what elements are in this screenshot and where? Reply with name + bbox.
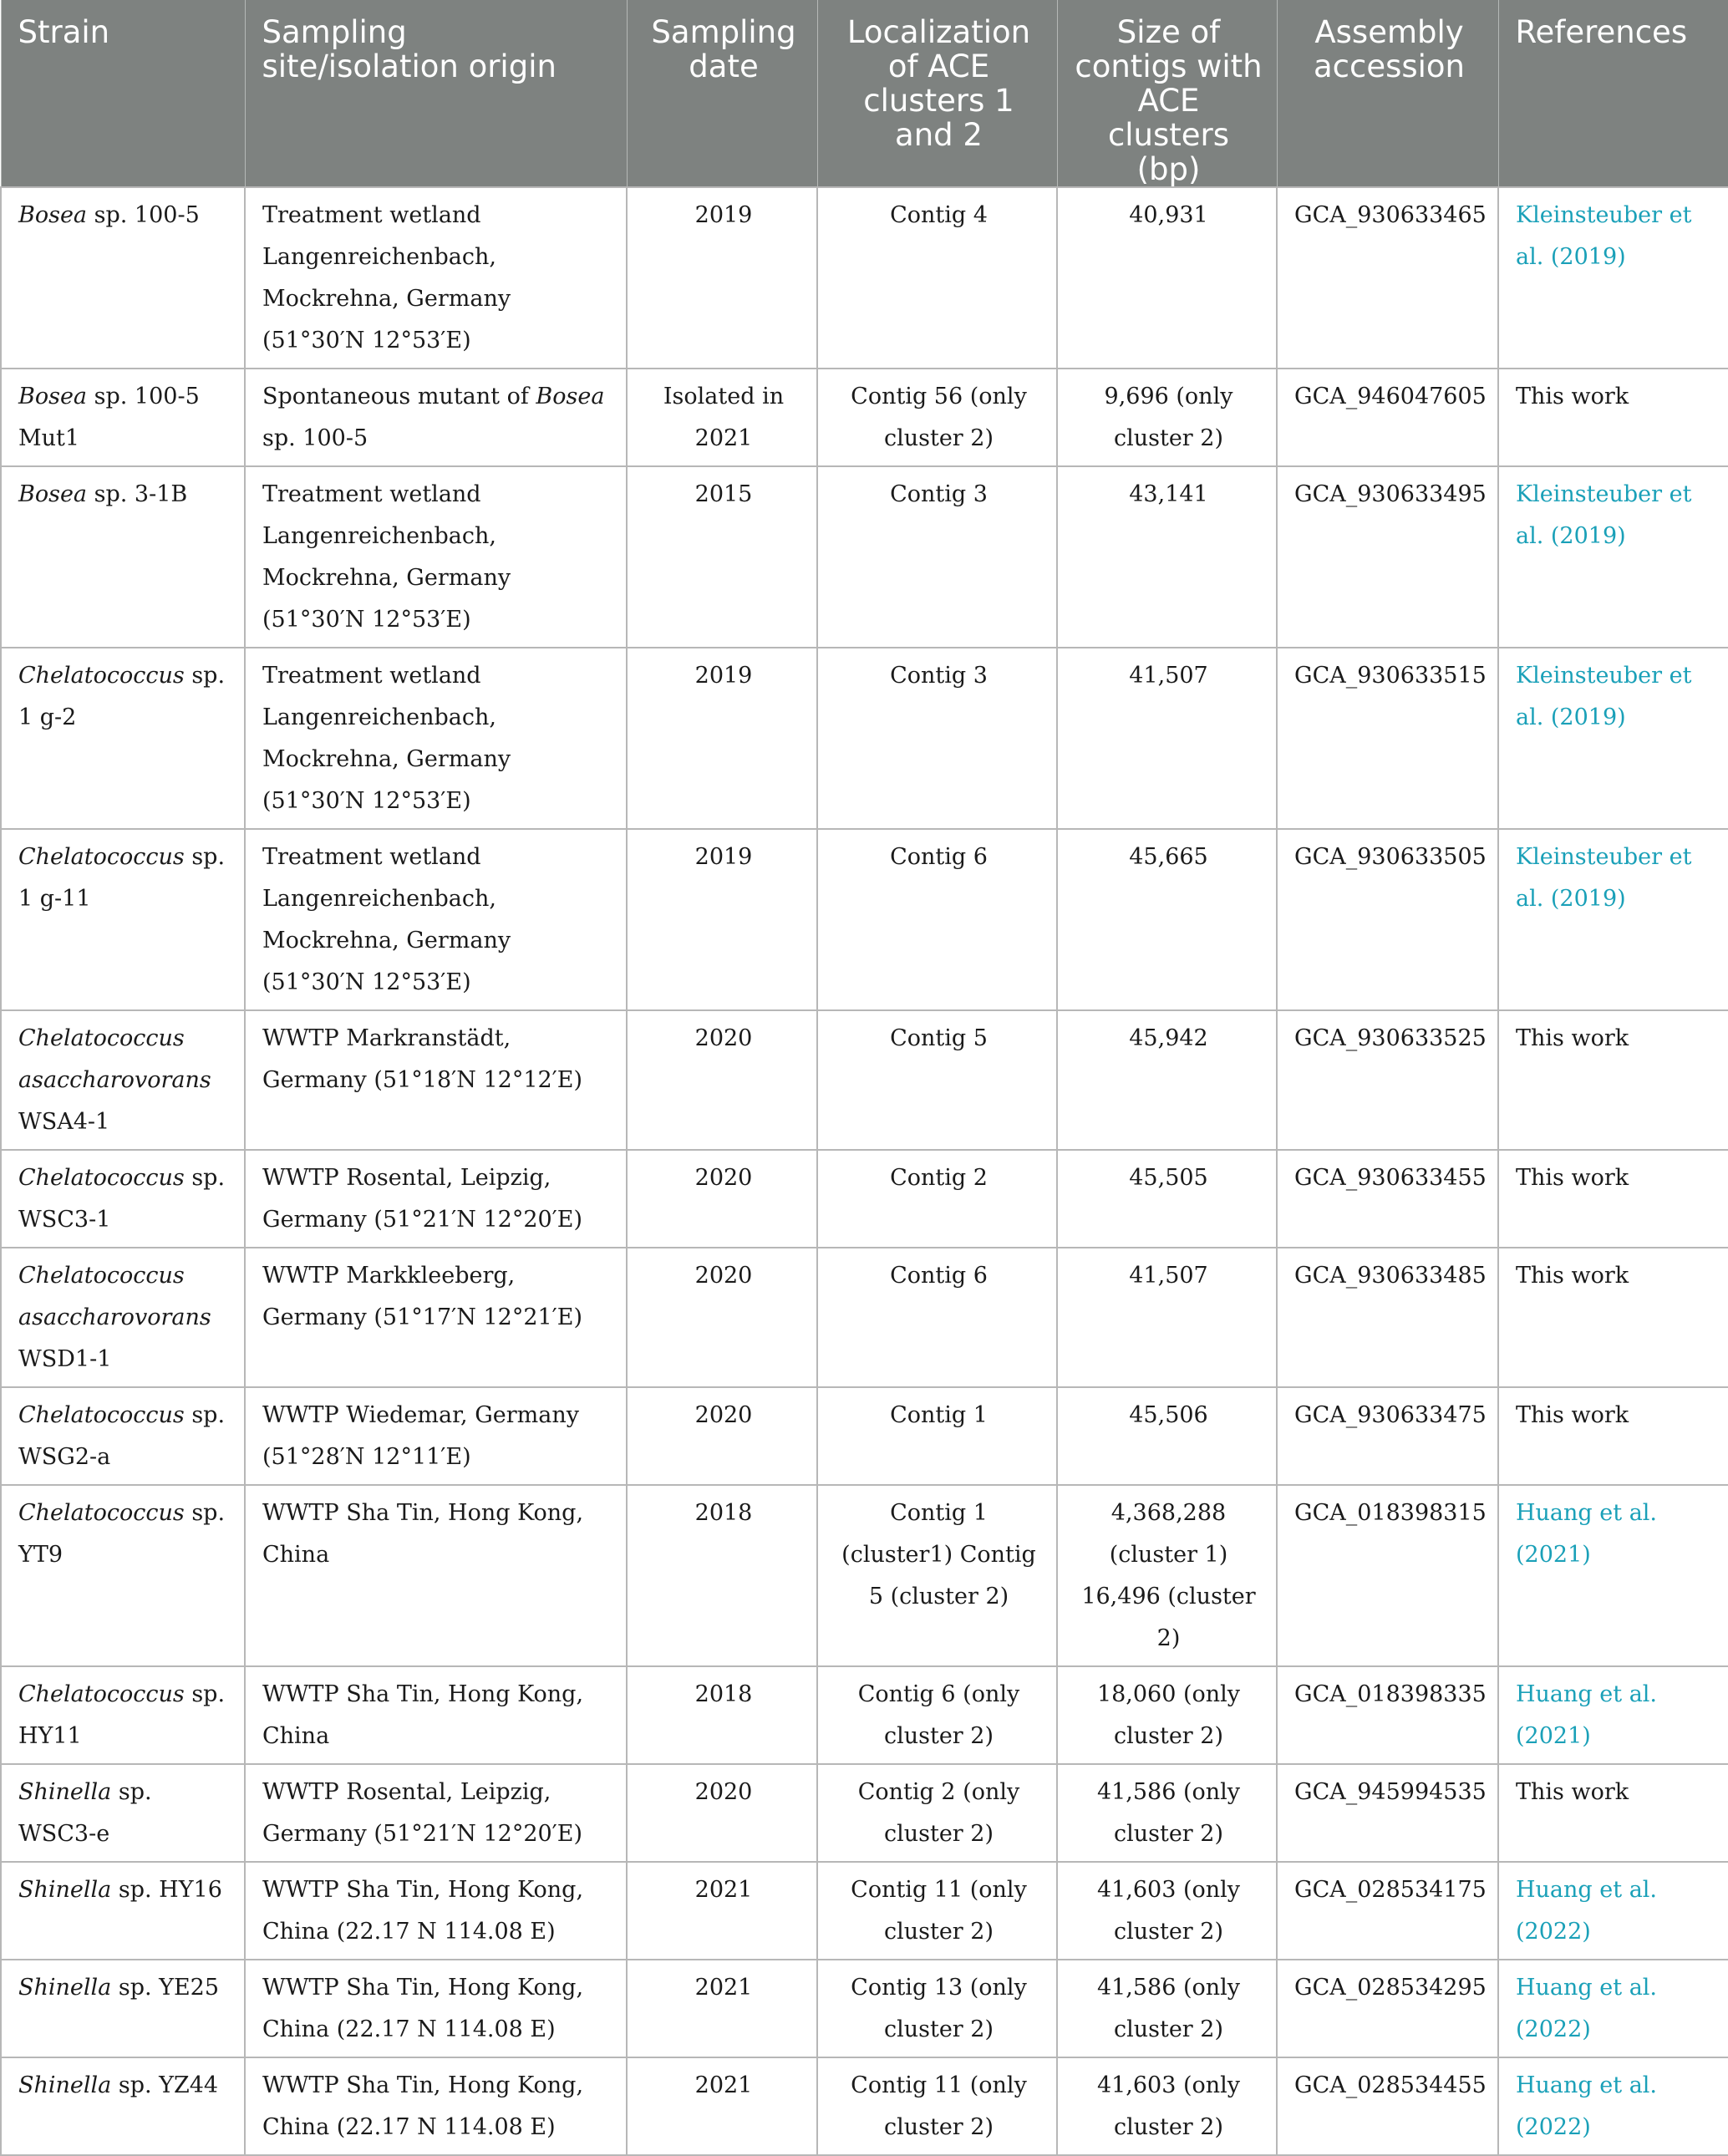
table-row	[1, 648, 1728, 829]
date-cell: 2020	[627, 1387, 817, 1485]
accession-cell: GCA_028534175	[1277, 1862, 1498, 1960]
site-cell: WWTP Markranstädt, Germany (51°18′N 12°12′E)	[245, 1010, 627, 1150]
site-cell: WWTP Rosental, Leipzig, Germany (51°21′N 12°20′E)	[245, 1764, 627, 1862]
table-row	[1, 1485, 1728, 1666]
strain-cell	[1, 829, 245, 1010]
date-cell: 2018	[627, 1485, 817, 1666]
accession-cell: GCA_946047605	[1277, 369, 1498, 466]
date-cell: 2021	[627, 1862, 817, 1960]
header-references: References	[1498, 0, 1728, 187]
size-cell: 41,507	[1057, 1248, 1277, 1387]
date-cell: 2019	[627, 187, 817, 369]
accession-cell: GCA_945994535	[1277, 1764, 1498, 1862]
strain-cell	[1, 1387, 245, 1485]
size-cell: 18,060 (only cluster 2)	[1057, 1666, 1277, 1764]
strain-name: sp. HY11	[18, 1681, 226, 1749]
strain-cell	[1, 187, 245, 369]
reference-link[interactable]: Huang et al. (2022)	[1498, 2057, 1728, 2155]
header-row	[1, 0, 1728, 187]
table-row	[1, 1248, 1728, 1387]
strain-genus: Chelatococcus	[18, 1165, 185, 1191]
accession-cell: GCA_930633455	[1277, 1150, 1498, 1248]
reference-link[interactable]: Huang et al. (2022)	[1498, 1862, 1728, 1960]
strain-cell	[1, 1248, 245, 1387]
size-cell: 45,506	[1057, 1387, 1277, 1485]
size-cell: 4,368,288 (cluster 1) 16,496 (cluster 2)	[1057, 1485, 1277, 1666]
size-cell: 41,603 (only cluster 2)	[1057, 1862, 1277, 1960]
header-contig-size: Size of contigs with ACE clusters (bp)	[1057, 0, 1277, 187]
strain-name: sp. YT9	[18, 1500, 226, 1568]
localization-cell: Contig 1	[817, 1387, 1057, 1485]
size-cell: 9,696 (only cluster 2)	[1057, 369, 1277, 466]
table-row	[1, 1666, 1728, 1764]
reference-text: This work	[1498, 1387, 1728, 1485]
size-cell: 41,603 (only cluster 2)	[1057, 2057, 1277, 2155]
site-cell	[245, 369, 627, 466]
strain-genus: Bosea	[18, 384, 88, 409]
strain-name: sp. 100-5	[87, 202, 200, 228]
reference-text: This work	[1498, 1248, 1728, 1387]
site-cell: WWTP Sha Tin, Hong Kong, China (22.17 N 114.08 E)	[245, 1960, 627, 2057]
strain-cell	[1, 1010, 245, 1150]
strain-cell	[1, 1960, 245, 2057]
strain-cell	[1, 2057, 245, 2155]
strain-genus: Bosea	[18, 202, 88, 228]
localization-cell: Contig 6	[817, 1248, 1057, 1387]
localization-cell: Contig 2 (only cluster 2)	[817, 1764, 1057, 1862]
localization-cell: Contig 6 (only cluster 2)	[817, 1666, 1057, 1764]
table-body	[1, 187, 1728, 2155]
table-row	[1, 829, 1728, 1010]
strain-cell	[1, 1862, 245, 1960]
date-cell: 2018	[627, 1666, 817, 1764]
strain-genus: Shinella	[18, 1975, 112, 2001]
accession-cell: GCA_930633495	[1277, 466, 1498, 648]
size-cell: 45,505	[1057, 1150, 1277, 1248]
accession-cell: GCA_930633485	[1277, 1248, 1498, 1387]
accession-cell: GCA_930633475	[1277, 1387, 1498, 1485]
table-row	[1, 1010, 1728, 1150]
site-cell: WWTP Sha Tin, Hong Kong, China (22.17 N 114.08 E)	[245, 1862, 627, 1960]
reference-text: This work	[1498, 1010, 1728, 1150]
accession-cell: GCA_930633525	[1277, 1010, 1498, 1150]
site-suffix: sp. 100-5	[262, 425, 368, 451]
strain-name: WSD1-1	[18, 1346, 112, 1372]
strain-genus: Chelatococcus asaccharovorans	[18, 1025, 211, 1093]
date-cell: 2020	[627, 1764, 817, 1862]
header-strain: Strain	[1, 0, 245, 187]
table-row	[1, 369, 1728, 466]
reference-link[interactable]: Kleinsteuber et al. (2019)	[1498, 829, 1728, 1010]
strain-name: sp. 100-5 Mut1	[18, 384, 200, 451]
strain-genus: Shinella	[18, 1877, 112, 1903]
site-cell: WWTP Rosental, Leipzig, Germany (51°21′N 12°20′E)	[245, 1150, 627, 1248]
strain-cell	[1, 466, 245, 648]
accession-cell: GCA_930633465	[1277, 187, 1498, 369]
strain-genus: Chelatococcus	[18, 663, 185, 689]
localization-cell: Contig 3	[817, 466, 1057, 648]
strain-genus: Chelatococcus asaccharovorans	[18, 1263, 211, 1330]
strain-genus: Bosea	[18, 481, 88, 507]
strain-genus: Shinella	[18, 1779, 112, 1805]
strain-genus: Shinella	[18, 2072, 112, 2098]
size-cell: 41,507	[1057, 648, 1277, 829]
reference-link[interactable]: Huang et al. (2022)	[1498, 1960, 1728, 2057]
localization-cell: Contig 2	[817, 1150, 1057, 1248]
date-cell: 2020	[627, 1248, 817, 1387]
date-cell: 2021	[627, 1960, 817, 2057]
strain-cell	[1, 1485, 245, 1666]
accession-cell: GCA_028534455	[1277, 2057, 1498, 2155]
table-header	[1, 0, 1728, 187]
date-cell: 2019	[627, 829, 817, 1010]
reference-text: This work	[1498, 1150, 1728, 1248]
date-cell: 2020	[627, 1150, 817, 1248]
strain-cell	[1, 648, 245, 829]
localization-cell: Contig 13 (only cluster 2)	[817, 1960, 1057, 2057]
date-cell: 2019	[627, 648, 817, 829]
reference-link[interactable]: Huang et al. (2021)	[1498, 1666, 1728, 1764]
localization-cell: Contig 5	[817, 1010, 1057, 1150]
accession-cell: GCA_930633505	[1277, 829, 1498, 1010]
site-prefix: Spontaneous mutant of	[262, 384, 536, 409]
localization-cell: Contig 6	[817, 829, 1057, 1010]
accession-cell: GCA_930633515	[1277, 648, 1498, 829]
site-cell: Treatment wetland Langenreichenbach, Mockrehna, Germany (51°30′N 12°53′E)	[245, 187, 627, 369]
table-row	[1, 1150, 1728, 1248]
strain-name: sp. YZ44	[111, 2072, 219, 2098]
strain-genus: Chelatococcus	[18, 844, 185, 870]
date-cell: 2015	[627, 466, 817, 648]
strain-genus: Chelatococcus	[18, 1402, 185, 1428]
site-cell: Treatment wetland Langenreichenbach, Mockrehna, Germany (51°30′N 12°53′E)	[245, 648, 627, 829]
localization-cell: Contig 11 (only cluster 2)	[817, 2057, 1057, 2155]
strain-name: sp. YE25	[111, 1975, 220, 2001]
strain-name: sp. HY16	[111, 1877, 222, 1903]
header-sampling-site: Sampling site/isolation origin	[245, 0, 627, 187]
accession-cell: GCA_018398315	[1277, 1485, 1498, 1666]
site-genus: Bosea	[536, 384, 605, 409]
localization-cell: Contig 1 (cluster1) Contig 5 (cluster 2)	[817, 1485, 1057, 1666]
strain-name: sp. WSG2-a	[18, 1402, 226, 1470]
table-row	[1, 187, 1728, 369]
strain-name: sp. 1 g-2	[18, 663, 226, 730]
strain-genus: Chelatococcus	[18, 1500, 185, 1526]
reference-link[interactable]: Kleinsteuber et al. (2019)	[1498, 187, 1728, 369]
size-cell: 43,141	[1057, 466, 1277, 648]
table-row	[1, 466, 1728, 648]
size-cell: 45,665	[1057, 829, 1277, 1010]
strain-cell	[1, 1666, 245, 1764]
reference-text: This work	[1498, 1764, 1728, 1862]
strain-cell	[1, 369, 245, 466]
date-cell: 2021	[627, 2057, 817, 2155]
strain-cell	[1, 1764, 245, 1862]
accession-cell: GCA_018398335	[1277, 1666, 1498, 1764]
localization-cell: Contig 3	[817, 648, 1057, 829]
header-localization: Localization of ACE clusters 1 and 2	[817, 0, 1057, 187]
strain-name: sp. 1 g-11	[18, 844, 226, 912]
localization-cell: Contig 56 (only cluster 2)	[817, 369, 1057, 466]
date-cell: Isolated in 2021	[627, 369, 817, 466]
localization-cell: Contig 4	[817, 187, 1057, 369]
site-cell: WWTP Markkleeberg, Germany (51°17′N 12°21′E)	[245, 1248, 627, 1387]
table-row	[1, 1862, 1728, 1960]
header-assembly-accession: Assembly accession	[1277, 0, 1498, 187]
localization-cell: Contig 11 (only cluster 2)	[817, 1862, 1057, 1960]
strain-genus: Chelatococcus	[18, 1681, 185, 1707]
header-sampling-date: Sampling date	[627, 0, 817, 187]
strain-name: sp. 3-1B	[87, 481, 188, 507]
table-row	[1, 2057, 1728, 2155]
site-cell: WWTP Wiedemar, Germany (51°28′N 12°11′E)	[245, 1387, 627, 1485]
size-cell: 41,586 (only cluster 2)	[1057, 1764, 1277, 1862]
table-row	[1, 1764, 1728, 1862]
site-cell: WWTP Sha Tin, Hong Kong, China	[245, 1485, 627, 1666]
reference-link[interactable]: Huang et al. (2021)	[1498, 1485, 1728, 1666]
site-cell: Treatment wetland Langenreichenbach, Mockrehna, Germany (51°30′N 12°53′E)	[245, 829, 627, 1010]
table-row	[1, 1960, 1728, 2057]
strain-name: sp. WSC3-e	[18, 1779, 152, 1847]
reference-text: This work	[1498, 369, 1728, 466]
site-cell: Treatment wetland Langenreichenbach, Mockrehna, Germany (51°30′N 12°53′E)	[245, 466, 627, 648]
reference-link[interactable]: Kleinsteuber et al. (2019)	[1498, 466, 1728, 648]
date-cell: 2020	[627, 1010, 817, 1150]
size-cell: 40,931	[1057, 187, 1277, 369]
strain-name: sp. WSC3-1	[18, 1165, 226, 1233]
site-cell: WWTP Sha Tin, Hong Kong, China	[245, 1666, 627, 1764]
reference-link[interactable]: Kleinsteuber et al. (2019)	[1498, 648, 1728, 829]
accession-cell: GCA_028534295	[1277, 1960, 1498, 2057]
strain-cell	[1, 1150, 245, 1248]
strain-name: WSA4-1	[18, 1109, 110, 1135]
size-cell: 45,942	[1057, 1010, 1277, 1150]
size-cell: 41,586 (only cluster 2)	[1057, 1960, 1277, 2057]
site-cell: WWTP Sha Tin, Hong Kong, China (22.17 N 114.08 E)	[245, 2057, 627, 2155]
table-row	[1, 1387, 1728, 1485]
